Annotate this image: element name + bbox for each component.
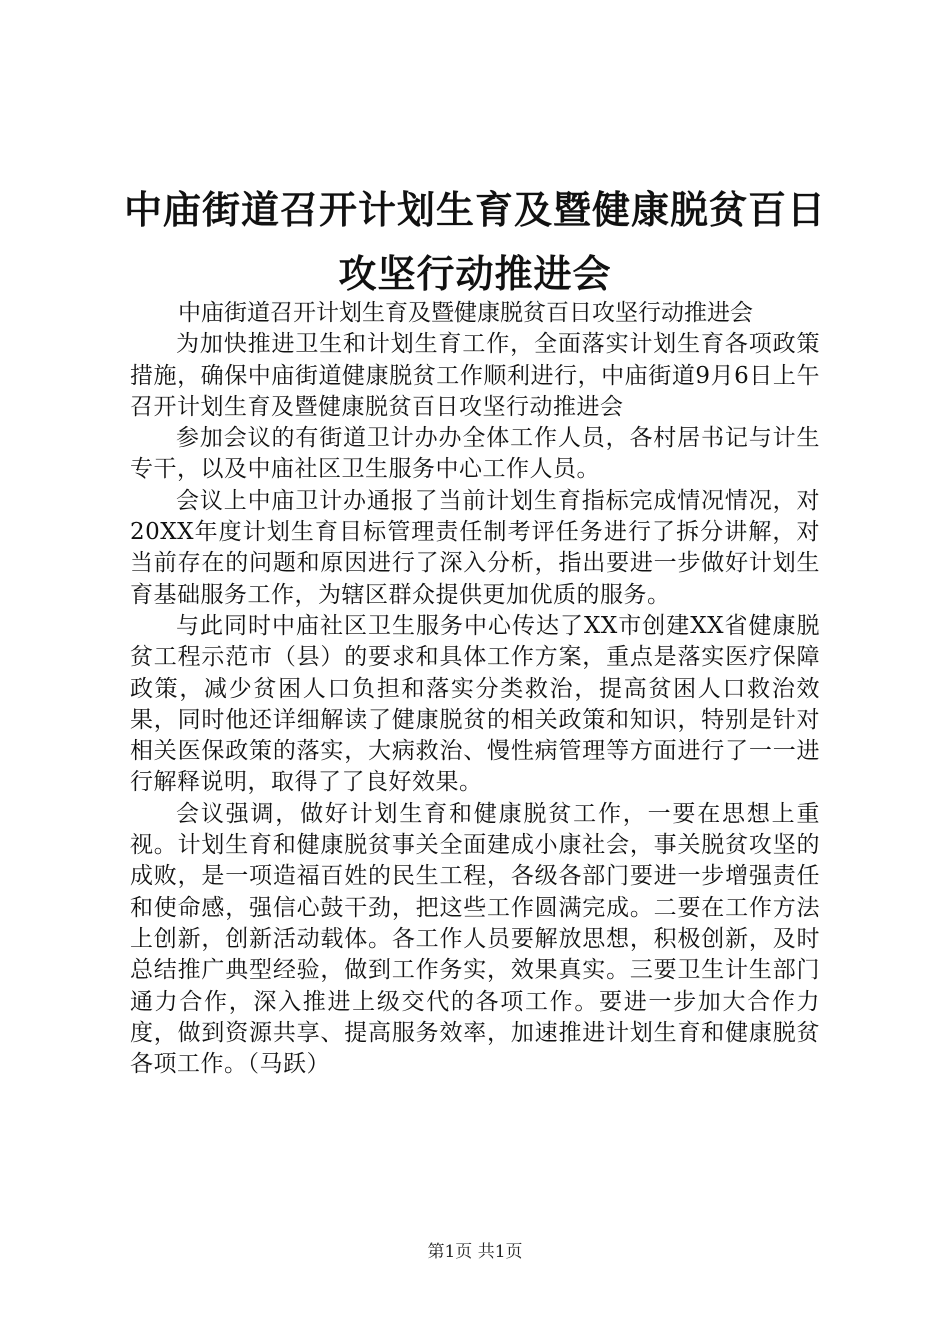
paragraph-1: 为加快推进卫生和计划生育工作，全面落实计划生育各项政策措施，确保中庙街道健康脱贫工作顺利进行，中庙街道9月6日上午召开计划生育及暨健康脱贫百日攻坚行动推进会 — [130, 331, 820, 420]
document-title: 中庙街道召开计划生育及暨健康脱贫百日攻坚行动推进会 — [123, 187, 826, 296]
paragraph-5: 会议强调，做好计划生育和健康脱贫工作，一要在思想上重视。计划生育和健康脱贫事关全面建成小康社会，事关脱贫攻坚的成败，是一项造福百姓的民生工程，各级各部门要进一步增强责任和使命感，强信心鼓干劲，把这些工作圆满完成。二要在工作方法上创新，创新活动载体。各工作人员要解放思想，积极创新，及时总结推广典型经验，做到工作务实，效果真实。三要卫生计生部门通力合作，深入推进上级交代的各项工作。要进一步加大合作力度，做到资源共享、提高服务效率，加速推进计划生育和健康脱贫各项工作。（马跃） — [130, 800, 820, 1078]
document-subtitle: 中庙街道召开计划生育及暨健康脱贫百日攻坚行动推进会 — [178, 300, 753, 326]
paragraph-3: 会议上中庙卫计办通报了当前计划生育指标完成情况情况，对20XX年度计划生育目标管理责任制考评任务进行了拆分讲解，对当前存在的问题和原因进行了深入分析，指出要进一步做好计划生育基础服务工作，为辖区群众提供更加优质的服务。 — [130, 487, 820, 608]
paragraph-4: 与此同时中庙社区卫生服务中心传达了XX市创建XX省健康脱贫工程示范市（县）的要求和具体工作方案，重点是落实医疗保障政策，减少贫困人口负担和落实分类救治，提高贫困人口救治效果，同时他还详细解读了健康脱贫的相关政策和知识，特别是针对相关医保政策的落实，大病救治、慢性病管理等方面进行了一一进行解释说明，取得了了良好效果。 — [130, 612, 820, 796]
document-body — [130, 298, 820, 1080]
page-footer: 第1页 共1页 — [427, 1242, 523, 1262]
paragraph-2: 参加会议的有街道卫计办办全体工作人员，各村居书记与计生专干，以及中庙社区卫生服务中心工作人员。 — [130, 425, 820, 483]
